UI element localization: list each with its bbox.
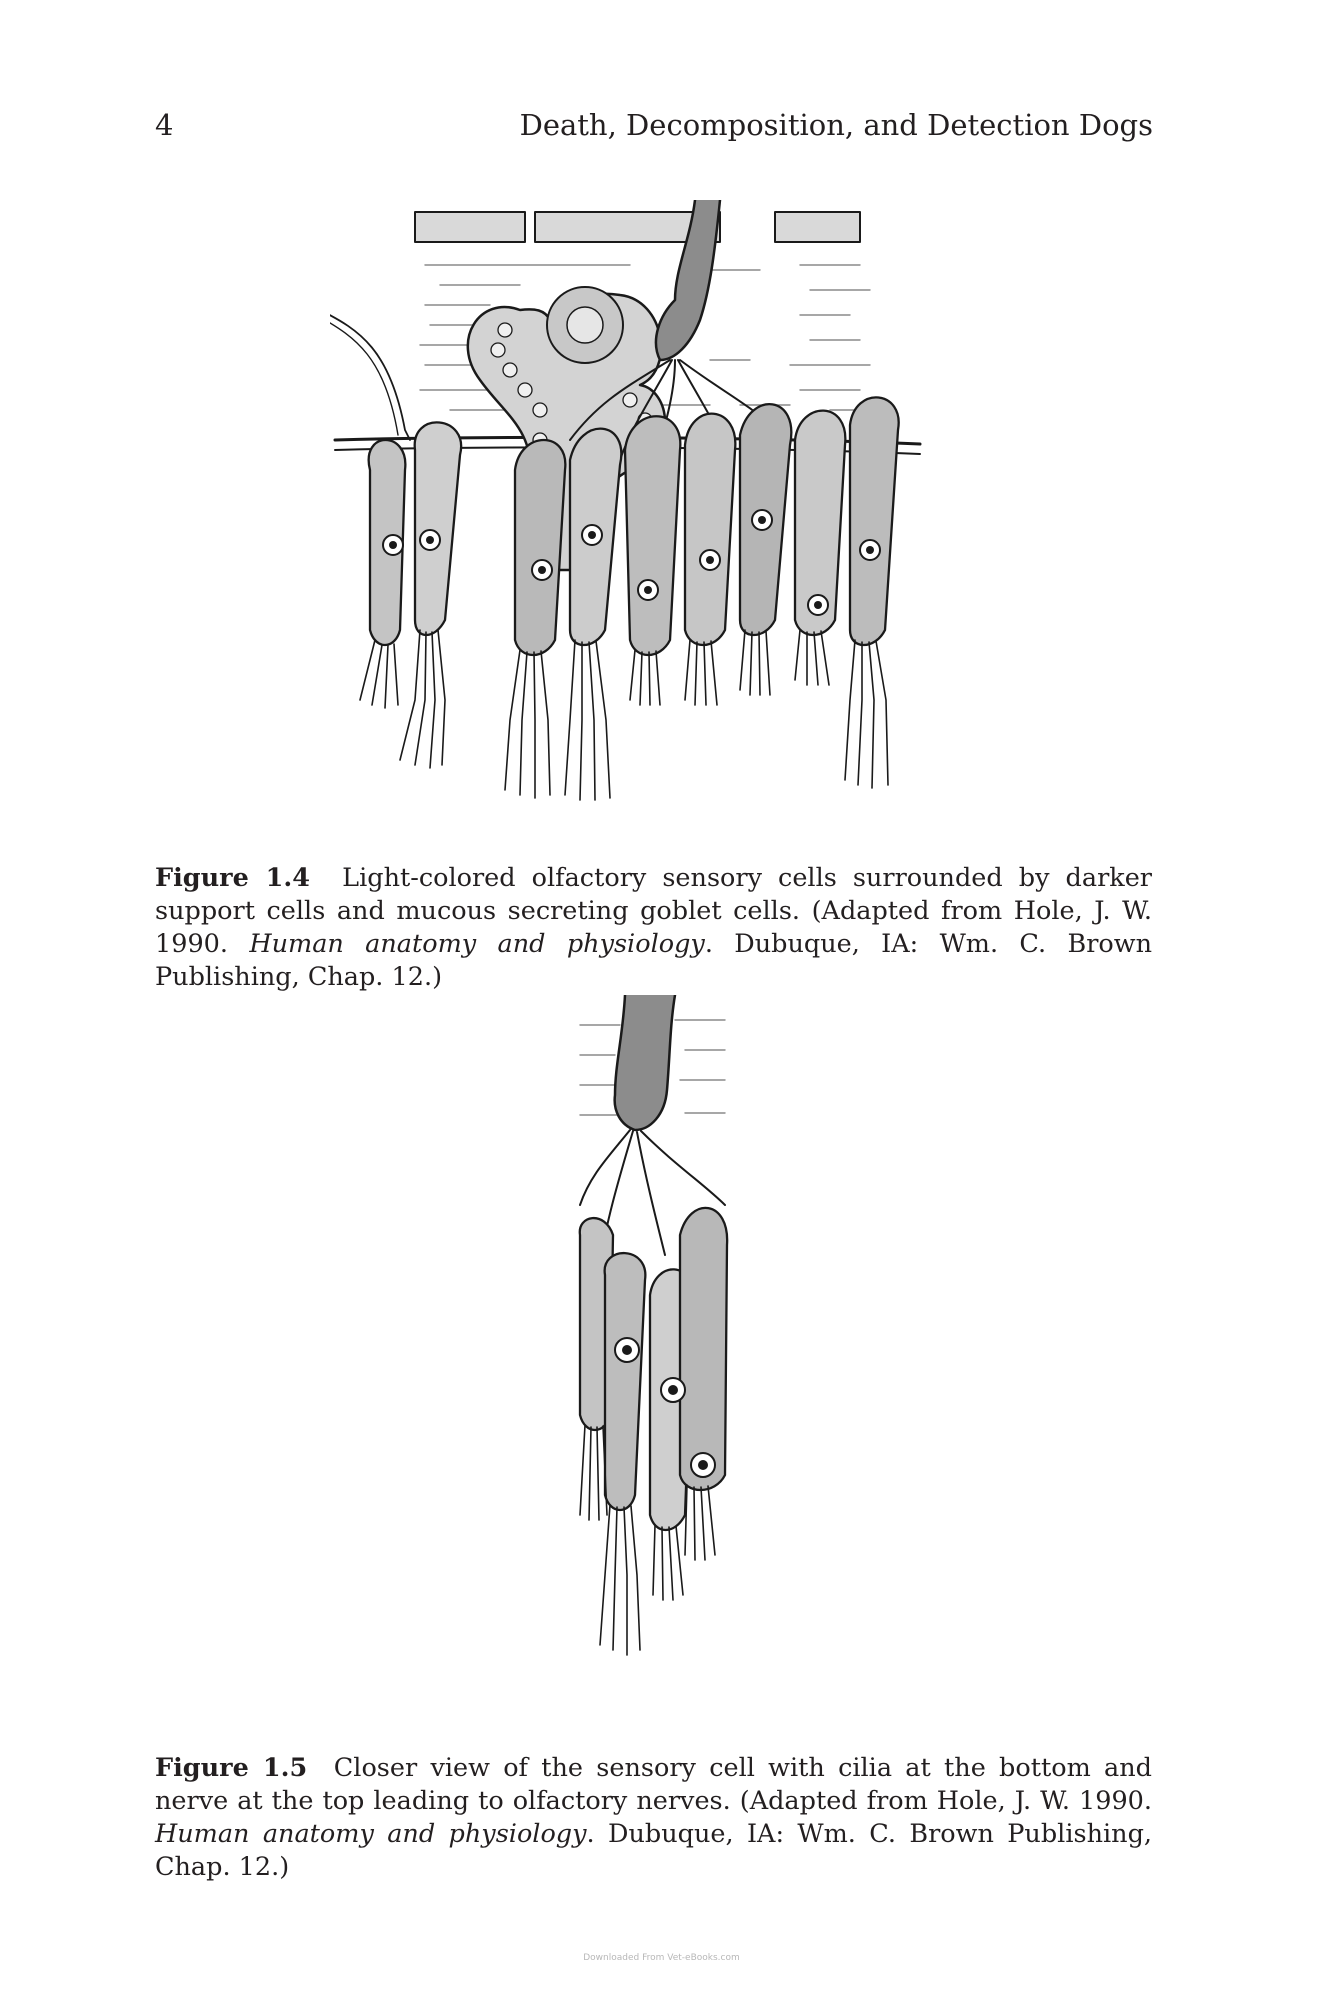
running-head <box>155 108 1153 148</box>
olfactory-epithelium-drawing <box>330 200 980 840</box>
figure-1-4-caption-book: Human anatomy and physiology <box>249 929 705 959</box>
figure-1-5-label: Figure 1.5 <box>155 1753 308 1783</box>
figure-1-4-caption-tail: . Dubuque, IA: Wm. C. Brown Publishing, Chap. 12.) <box>155 929 1153 992</box>
footer-note: Downloaded From Vet-eBooks.com <box>583 1953 740 1963</box>
figure-1-4-caption-text: Light-colored olfactory sensory cells surrounded by darker support cells and mucous secreting goblet cells. (Adapted from Hole, J. W. 1990. <box>155 863 1152 959</box>
figure-1-5-illustration <box>575 995 730 1685</box>
page-number: 4 <box>155 108 174 142</box>
figure-1-5-caption-tail: . Dubuque, IA: Wm. C. Brown Publishing, Chap. 12.) <box>155 1819 1152 1882</box>
figure-1-5-caption <box>155 1752 1152 1884</box>
figure-1-4-label: Figure 1.4 <box>155 863 311 893</box>
sensory-cell-closeup-drawing <box>575 995 730 1685</box>
figure-1-5-caption-book: Human anatomy and physiology <box>155 1819 587 1849</box>
figure-1-4-caption <box>155 862 1152 994</box>
running-title: Death, Decomposition, and Detection Dogs <box>519 108 1153 142</box>
figure-1-4-illustration <box>330 200 980 840</box>
figure-1-5-caption-text: Closer view of the sensory cell with cilia at the bottom and nerve at the top leading to olfactory nerves. (Adapted from Hole, J. W. 1990. <box>155 1753 1152 1816</box>
